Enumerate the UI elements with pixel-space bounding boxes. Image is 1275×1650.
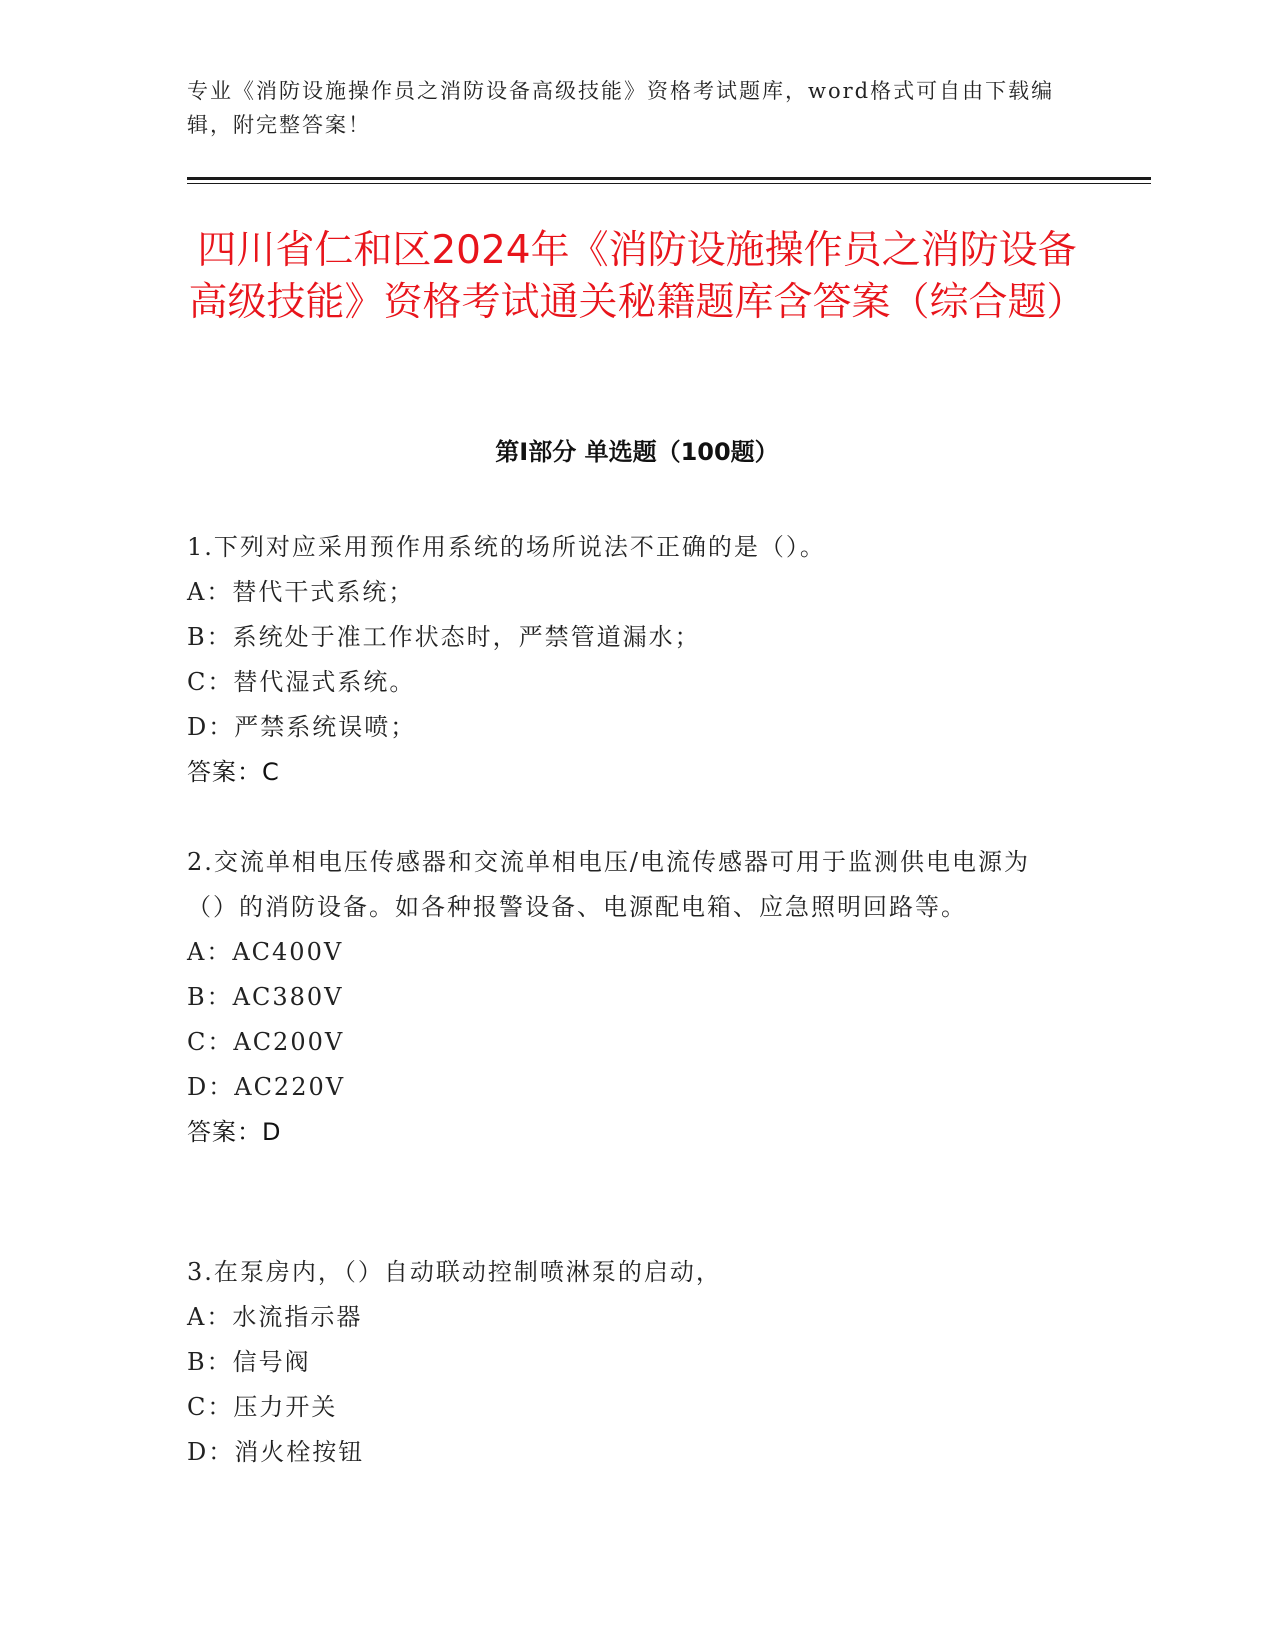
question-stem: 1.下列对应采用预作用系统的场所说法不正确的是（）。 — [187, 533, 826, 561]
header-divider-thick — [187, 177, 1151, 180]
question-3 — [187, 1250, 1067, 1475]
answer: 答案：C — [187, 758, 280, 786]
option-a: A：替代干式系统； — [187, 578, 415, 606]
option-c: C：AC200V — [187, 1028, 345, 1056]
option-b: B：信号阀 — [187, 1348, 311, 1376]
answer: 答案：D — [187, 1118, 282, 1146]
option-a: A：AC400V — [187, 938, 344, 966]
option-d: D：AC220V — [187, 1073, 346, 1101]
header-note: 专业《消防设施操作员之消防设备高级技能》资格考试题库，word格式可自由下载编辑，附完整答案！ — [187, 79, 1055, 137]
question-2 — [187, 840, 1067, 1155]
option-b: B：AC380V — [187, 983, 344, 1011]
option-b: B：系统处于准工作状态时，严禁管道漏水； — [187, 623, 701, 651]
option-d: D：消火栓按钮 — [187, 1438, 365, 1466]
question-stem: 2.交流单相电压传感器和交流单相电压/电流传感器可用于监测供电电源为（）的消防设备。如各种报警设备、电源配电箱、应急照明回路等。 — [187, 848, 1030, 921]
question-stem: 3.在泵房内，（）自动联动控制喷淋泵的启动， — [187, 1258, 722, 1286]
option-a: A：水流指示器 — [187, 1303, 363, 1331]
option-d: D：严禁系统误喷； — [187, 713, 417, 741]
question-1 — [187, 525, 1067, 795]
document-title: 四川省仁和区2024年《消防设施操作员之消防设备高级技能》资格考试通关秘籍题库含答案（综合题） — [188, 228, 1086, 325]
section-title: 第I部分 单选题（100题） — [495, 438, 779, 466]
header-divider-thin — [187, 183, 1151, 184]
option-c: C：替代湿式系统。 — [187, 668, 416, 696]
option-c: C：压力开关 — [187, 1393, 338, 1421]
